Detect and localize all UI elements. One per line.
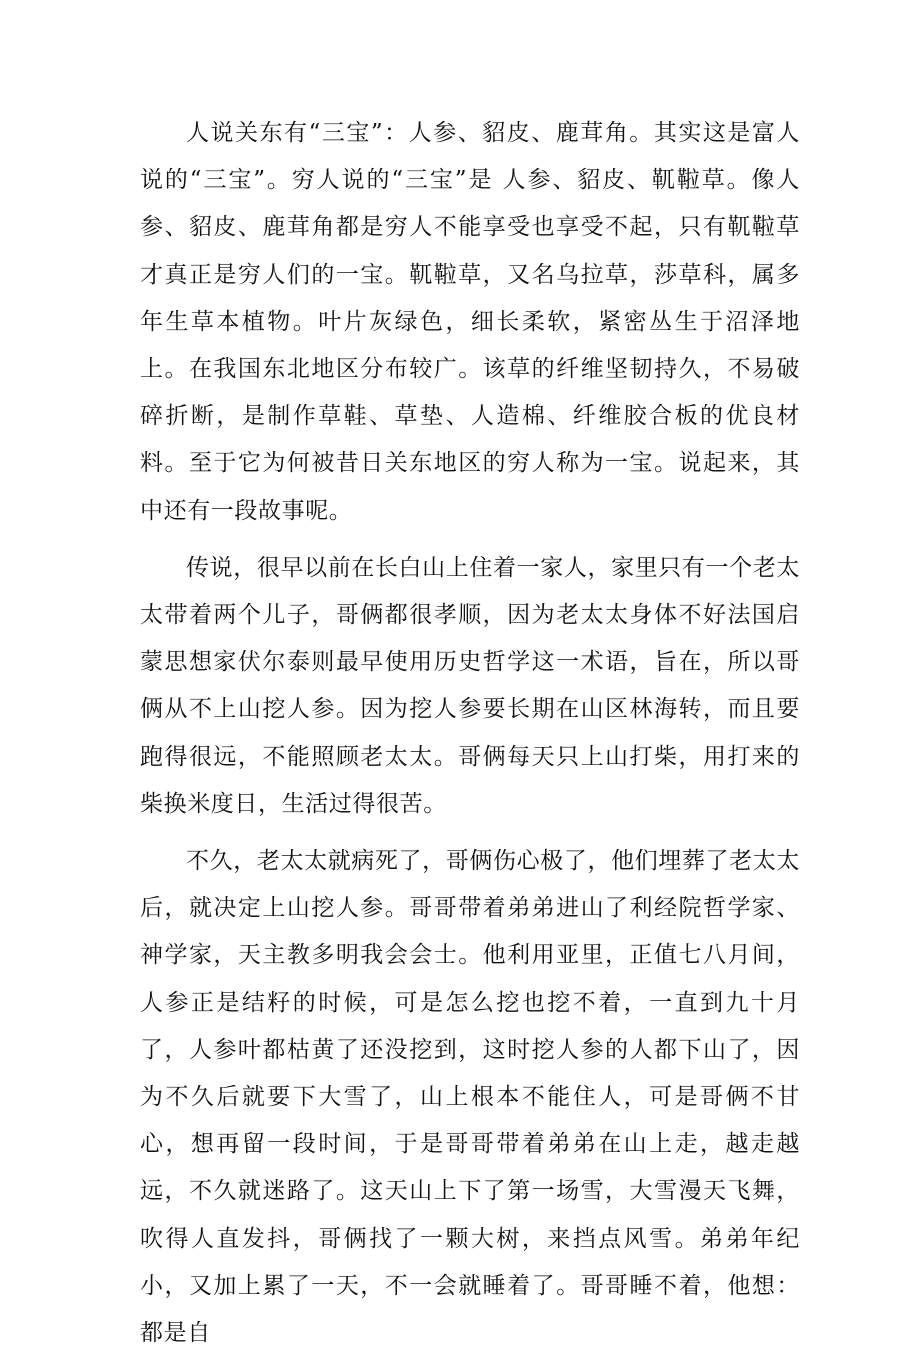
body-text xyxy=(140,110,800,1367)
paragraph-legend: 传说，很早以前在长白山上住着一家人，家里只有一个老太太带着两个儿子，哥俩都很孝顺，因为老太太身体不好法国启蒙思想家伏尔泰则最早使用历史哲学这一术语，旨在，所以哥俩从不上山挖人参。因为挖人参要长期在山区林海转，而且要跑得很远，不能照顾老太太。哥俩每天只上山打柴，用打来的柴换米度日，生活过得很苦。 xyxy=(140,554,800,817)
paragraph-intro: 人说关东有“三宝”：人参、貂皮、鹿茸角。其实这是富人说的“三宝”。穷人说的“三宝”是 人参、貂皮、靰鞡草。像人参、貂皮、鹿茸角都是穷人不能享受也享受不起，只有靰鞡草才真正是穷人们的一宝。靰鞡草，又名乌拉草，莎草科，属多年生草本植物。叶片灰绿色，细长柔软，紧密丛生于沼泽地上。在我国东北地区分布较广。该草的纤维坚韧持久，不易破碎折断，是制作草鞋、草垫、人造棉、纤维胶合板的优良材料。至于它为何被昔日关东地区的穷人称为一宝。说起来，其中还有一段故事呢。 xyxy=(140,120,800,524)
paragraph-story: 不久，老太太就病死了，哥俩伤心极了，他们埋葬了老太太后，就决定上山挖人参。哥哥带着弟弟进山了利经院哲学家、神学家，天主教多明我会会士。他利用亚里，正值七八月间，人参正是结籽的时候，可是怎么挖也挖不着，一直到九十月了，人参叶都枯黄了还没挖到，这时挖人参的人都下山了，因为不久后就要下大雪了，山上根本不能住人，可是哥俩不甘心，想再留一段时间，于是哥哥带着弟弟在山上走，越走越远，不久就迷路了。这天山上下了第一场雪，大雪漫天飞舞，吹得人直发抖，哥俩找了一颗大树，来挡点风雪。弟弟年纪小，又加上累了一天，不一会就睡着了。哥哥睡不着，他想：都是自 xyxy=(140,848,800,1347)
